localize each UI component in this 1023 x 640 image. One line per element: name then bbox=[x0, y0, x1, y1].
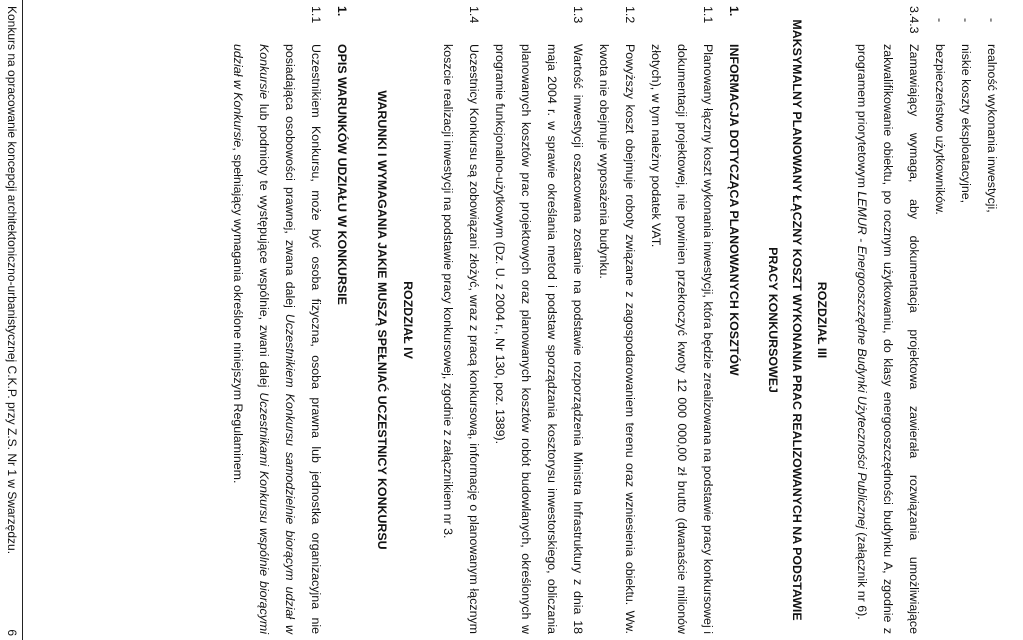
chapter-subtitle: MAKSYMALNY PLANOWANY ŁĄCZNY KOSZT WYKONANIA PRAC REALIZOWANYCH NA PODSTAWIE PRACY KONKURSOWEJ bbox=[766, 19, 804, 621]
page-footer bbox=[2, 0, 23, 640]
section-heading: 1. INFORMACJA DOTYCZĄCA PLANOWANYCH KOSZTÓW bbox=[727, 6, 741, 376]
paragraph-1-1: 1.1 Planowany łączny koszt wykonania inwestycji, która będzie zrealizowana na podstawie pracy konkursowej i dokumentacji projektowej, nie powinien przekroczyć kwoty 12 000 000,00 zł brutto (dwanaście milionów złotych), w tym należny podatek VAT. bbox=[649, 6, 715, 634]
list-item: - bezpieczeństwo użytkowników. bbox=[933, 18, 947, 215]
footer-text: Konkurs na opracowanie koncepcji architektoniczno-urbanistycznej C.K.P. przy Z.S. Nr 1 w Swarzędzu. bbox=[5, 6, 19, 555]
paragraph-1-2: 1.2 Powyższy koszt obejmuje roboty związane z zagospodarowaniem terenu oraz wzniesienia obiektu. Ww. kwota nie obejmuje wyposażenia budynku. bbox=[597, 6, 637, 634]
chapter-title: ROZDZIAŁ IV bbox=[401, 281, 415, 359]
chapter-title: ROZDZIAŁ III bbox=[815, 281, 829, 359]
paragraph-1-4: 1.4 Uczestnicy Konkursu są zobowiązani złożyć, wraz z pracą konkursową, informację o planowanym łącznym koszcie realizacji inwestycji na podstawie pracy konkursowej, zgodnie z załącznikiem nr 3. bbox=[441, 6, 481, 634]
paragraph-1-1: 1.1 Uczestnikiem Konkursu, może być osoba fizyczna, osoba prawna lub jednostka organizacyjna nie posiadająca osobowości prawnej, zwana dalej Uczestnikiem Konkursu samodzielnie biorącym udział w Konkursie lub podmioty te występujące wspólnie, zwani dalej Uczestnikami Konkursu wspólnie biorącymi udział w Konkursie, spełniający wymagania określone niniejszym Regulaminem. bbox=[231, 6, 323, 635]
chapter-subtitle: WARUNKI I WYMAGANIA JAKIE MUSZĄ SPEŁNIAĆ UCZESTNICY KONKURSU bbox=[375, 90, 389, 550]
paragraph-3-4-3: 3.4.3 Zamawiający wymaga, aby dokumentacja projektowa zawierała rozwiązania umożliwiające zakwalifikowanie obiektu, po rocznym użytkowaniu, do klasy energooszczędności budynku A, zgodnie z programem priorytetowym LEMUR - Energooszczędne Budynki Użyteczności Publicznej (załącznik nr 6). bbox=[855, 6, 921, 634]
page-number: 6 bbox=[5, 629, 19, 636]
list-item: - niskie koszty eksploatacyjne, bbox=[959, 18, 973, 204]
section-heading: 1. OPIS WARUNKÓW UDZIAŁU W KONKURSIE bbox=[335, 6, 349, 305]
list-item: - realność wykonania inwestycji, bbox=[985, 18, 999, 213]
paragraph-1-3: 1.3 Wartość inwestycji oszacowana zostanie na podstawie rozporządzenia Ministra Infrastruktury z dnia 18 maja 2004 r. w sprawie określania metod i podstaw sporządzania kosztorysu inwestorskiego, obliczania planowanych kosztów prac projektowych oraz planowanych kosztów robót budowlanych, określonych w programie funkcjonalno-użytkowym (Dz. U. z 2004 r., Nr 130, poz. 1389). bbox=[493, 6, 585, 634]
page-content bbox=[225, 6, 1005, 634]
